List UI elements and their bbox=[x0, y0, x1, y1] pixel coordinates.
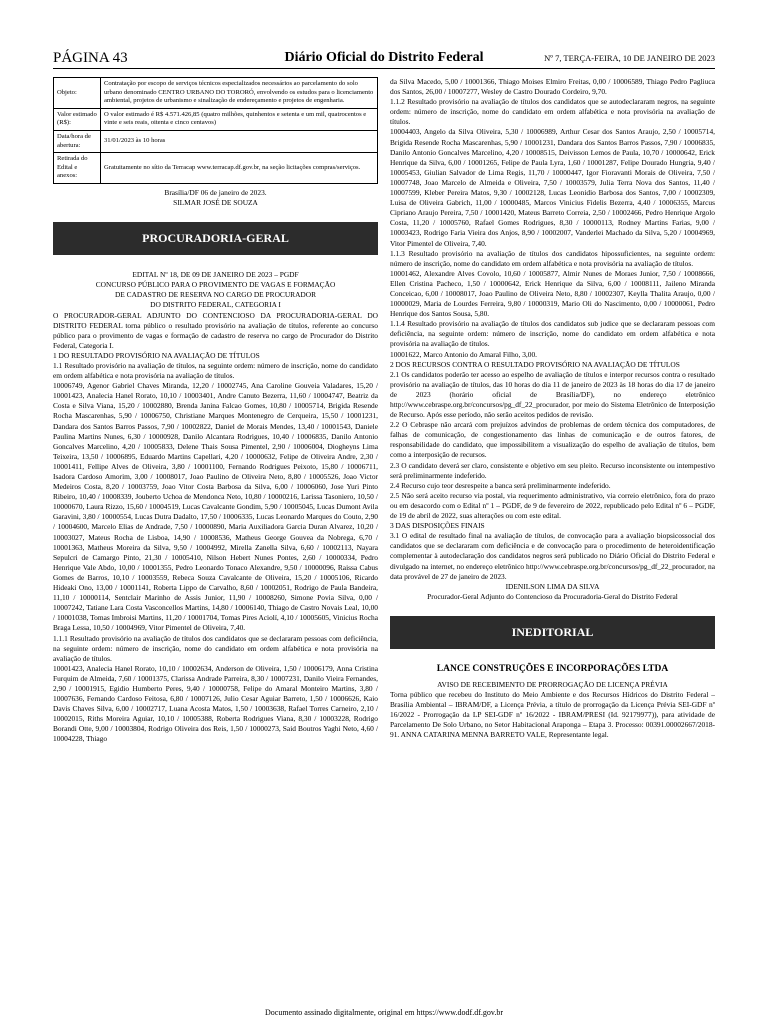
notice-title: AVISO DE RECEBIMENTO DE PRORROGAÇÃO DE LICENÇA PRÉVIA bbox=[437, 679, 668, 689]
edital-title-line: EDITAL Nº 18, DE 09 DE JANEIRO DE 2023 – PGDF bbox=[132, 270, 299, 280]
table-row bbox=[54, 153, 378, 184]
paragraph: 1.1 Resultado provisório na avaliação de títulos, na seguinte ordem: número de inscrição, nome do candidato em ordem alfabética e nota provisória na avaliação de títulos. bbox=[53, 360, 378, 381]
paragraph: 2.4 Recurso cujo teor desrespeite a banca será preliminarmente indeferido. bbox=[390, 480, 611, 490]
paragraph: 2.1 Os candidatos poderão ter acesso ao espelho de avaliação de títulos e interpor recursos contra o resultado provisório na avaliação de títulos, das 10 horas do dia 11 de janeiro de 2023 às 18 horas do dia 17 de janeiro de 2023 (horário oficial de Brasília/DF), no endereço eletrônico http://www.cebraspe.org.br/concursos/pg_df_22_procurador, por meio do Sistema Eletrônico de Interposição de Recurso. Após esse período, não serão aceitos pedidos de revisão. bbox=[390, 369, 715, 420]
paragraph: 2.2 O Cebraspe não arcará com prejuízos advindos de problemas de ordem técnica dos computadores, de falhas de comunicação, de congestionamento das linhas de comunicação e de outros fatores, de responsabilidade do candidato, que impossibilitem a visualização do espelho de avaliação de títulos, bem como a interposição de recursos. bbox=[390, 420, 715, 460]
paragraph: 2.5 Não será aceito recurso via postal, via requerimento administrativo, via correio eletrônico, fora do prazo ou em desacordo com o Edital nº 1 – PGDF, de 9 de fevereiro de 2022, republicado pelo Edital nº 6 – PGDF, de 19 de abril de 2022, suas alterações ou com este edital. bbox=[390, 490, 715, 521]
table-label: Data/hora de abertura: bbox=[54, 130, 101, 152]
paragraph: 1.1.3 Resultado provisório na avaliação de títulos dos candidatos hipossuficientes, na seguinte ordem: número de inscrição, nome do candidato em ordem alfabética e nota provisória na avaliação de títulos. bbox=[390, 248, 715, 268]
edital-title-line: DO DISTRITO FEDERAL, CATEGORIA I bbox=[150, 300, 281, 310]
signatory: SILMAR JOSÉ DE SOUZA bbox=[173, 198, 258, 208]
intro-paragraph: O PROCURADOR-GERAL ADJUNTO DO CONTENCIOSO DA PROCURADORIA-GERAL DO DISTRITO FEDERAL torna público o resultado provisório na avaliação de títulos, referente ao concurso público para o provimento de vagas e formação de cadastro de reserva no cargo de Procurador do Distrito Federal, Categoria I. bbox=[53, 310, 378, 350]
table-value: O valor estimado é R$ 4.571.426,85 (quatro milhões, quinhentos e setenta e um mil, quatrocentos e vinte e seis reais, oitenta e cinco centavos) bbox=[101, 108, 378, 130]
table-label: Objeto: bbox=[54, 78, 101, 109]
result-list: 10001622, Marco Antonio do Amaral Filho, 3,00. bbox=[390, 349, 537, 359]
section-heading: 1 DO RESULTADO PROVISÓRIO NA AVALIAÇÃO DE TÍTULOS bbox=[53, 350, 260, 360]
table-row bbox=[54, 108, 378, 130]
edition-date: Nº 7, TERÇA-FEIRA, 10 DE JANEIRO DE 2023 bbox=[544, 53, 715, 63]
section-banner-ineditorial: INEDITORIAL bbox=[390, 616, 715, 649]
table-label: Retirada do Edital e anexos: bbox=[54, 153, 101, 184]
result-list: 10004403, Angelo da Silva Oliveira, 5,30 / 10006989, Arthur Cesar dos Santos Araujo, 2,50 / 10005714, Brigida Resende Rocha Mascarenhas, 5,90 / 10001231, Dandara dos Santos Barros Passos, 7,90 / 10006835, Danilo Antonio Goncalves Marcelino, 4,20 / 10008515, Deivisson Lemos de Paula, 10,70 / 10000642, Erick Henrique da Silva, 6,00 / 10001265, Felipe de Paula Lyra, 1,60 / 10001287, Felipe Dourado Hungria, 9,40 / 10005453, Giulian Salvador de Lima Regis, 11,70 / 10000447, Igor Fioravanti Morais de Oliveira, 7,50 / 10007748, Joao Marcelo de Almeida e Oliveira, 7,50 / 10003579, Julia Terra Nova dos Santos, 11,40 / 10007599, Kleber Pereira Matos, 9,30 / 10002128, Lucas Leonidio Barbosa dos Santos, 7,00 / 10002309, Luisa de Oliveira Gabrich, 11,00 / 10000485, Marcos Vinicius Fidelis Bezerra, 4,40 / 10006355, Marcus Cipriano Araujo Pereira, 7,50 / 10001420, Mateus Barreto Correia, 2,50 / 10002466, Pedro Henrique Argolo Costa, 11,20 / 10005760, Rafael Gomes Rodrigues, 8,30 / 10000113, Rodney Martins Farias, 9,00 / 10003423, Rodrigo Faria Vieira dos Anjos, 8,90 / 10002007, Vanderlei Machado da Silva, 5,20 / 10004969, Vitor Pimentel de Oliveira, 7,40. bbox=[390, 127, 715, 248]
paragraph: 1.1.1 Resultado provisório na avaliação de títulos dos candidatos que se declararam pessoas com deficiência, na seguinte ordem: número de inscrição, nome do candidato em ordem alfabética e nota provisória na avaliação de títulos. bbox=[53, 633, 378, 663]
company-name: LANCE CONSTRUÇÕES E INCORPORAÇÕES LTDA bbox=[436, 663, 669, 674]
paragraph: 3.1 O edital de resultado final na avaliação de títulos, de convocação para a avaliação biopsicossocial dos candidatos que se declararam com deficiência e de convocação para o procedimento de heteroidentificação complementar à autodeclaração dos candidatos negros será publicado no Diário Oficial do Distrito Federal e divulgado na internet, no endereço eletrônico http://www.cebraspe.org.br/concursos/pg_df_22_procurador, na data provável de 27 de janeiro de 2023. bbox=[390, 531, 715, 581]
table-value: Gratuitamente no sítio da Terracap www.terracap.df.gov.br, na seção licitações compras/serviços. bbox=[101, 153, 378, 184]
paragraph: 1.1.4 Resultado provisório na avaliação de títulos dos candidatos sub judice que se declararam pessoas com deficiência, na seguinte ordem: número de inscrição, nome do candidato em ordem alfabética e nota provisória na avaliação de títulos. bbox=[390, 319, 715, 349]
table-value: Contratação por escopo de serviços técnicos especializados necessários ao parcelamento do solo urbano denominado CENTRO URBANO DO TORORÓ, envolvendo os estudos para o licenciamento ambiental, projetos de urbanismo e sinalização de endereçamento e projetos de engenharia. bbox=[101, 78, 378, 109]
table-label: Valor estimado (R$): bbox=[54, 108, 101, 130]
tender-table bbox=[53, 77, 378, 184]
table-value: 31/01/2023 às 10 horas bbox=[101, 130, 378, 152]
edital-title-line: DE CADASTRO DE RESERVA NO CARGO DE PROCURADOR bbox=[114, 290, 317, 300]
right-column bbox=[390, 77, 715, 741]
paragraph: 2.3 O candidato deverá ser claro, consistente e objetivo em seu pleito. Recurso inconsistente ou intempestivo será preliminarmente indeferido. bbox=[390, 460, 715, 480]
signatory-role: Procurador-Geral Adjunto do Contencioso da Procuradoria-Geral do Distrito Federal bbox=[427, 591, 678, 601]
edital-title-line: CONCURSO PÚBLICO PARA O PROVIMENTO DE VAGAS E FORMAÇÃO bbox=[95, 280, 336, 290]
signatory-name: IDENILSON LIMA DA SILVA bbox=[505, 581, 600, 591]
footer-note: Documento assinado digitalmente, original em https://www.dodf.df.gov.br bbox=[264, 1008, 504, 1017]
section-heading: 3 DAS DISPOSIÇÕES FINAIS bbox=[390, 521, 485, 531]
journal-title: Diário Oficial do Distrito Federal bbox=[284, 50, 484, 65]
left-column bbox=[53, 77, 378, 745]
result-list: 10006749, Agenor Gabriel Chaves Miranda, 12,20 / 10002745, Ana Caroline Gouveia Valadares, 15,20 / 10001423, Analecia Hanel Rorato, 10,10 / 10003401, Andre Canuto Bezerra, 11,60 / 10004747, Beatriz da Costa e Silva Viana, 15,20 / 10002880, Brenda Janina Falcao Gomes, 10,80 / 10005714, Brigida Resende Rocha Mascarenhas, 5,90 / 10006750, Christiane Marques Montenegro de Cerqueira, 15,50 / 10001231, Dandara dos Santos Barros Passos, 7,90 / 10002822, Daniel de Morais Mendes, 13,40 / 10001543, Daniele Paulina Martins Nunes, 6,30 / 10000928, Danilo Alcantara Rodrigues, 10,40 / 10006835, Danilo Antonio Goncalves Marcelino, 4,20 / 10005833, Delene Thais Sousa Pimentel, 2,90 / 10006004, Diogheyns Lima Teixeira, 13,50 / 10006895, Eduardo Martins Capellari, 4,20 / 10000632, Felipe de Oliveira Andre, 2,30 / 10001411, Fellipe Alves de Oliveira, 3,80 / 10001100, Fernando Rodrigues Peixoto, 15,80 / 10006711, Isadora Cardoso Amorim, 3,00 / 10008017, Joao Paulino de Oliveira Neto, 8,80 / 10005526, Joao Victor Medeiros Costa, 8,20 / 10003759, Joao Vitor Costa Barbosa da Silva, 6,00 / 10006060, Jose Yuri Pinto Ribeiro, 10,40 / 10008339, Jouberto Uchoa de Mendonca Neto, 10,80 / 10000216, Larissa Tasoniero, 10,50 / 10000670, Laura Rizzo, 15,60 / 10004519, Lucas Cavalcante Gondim, 5,90 / 10005045, Lucas Dumont Avila Garavini, 3,80 / 10000554, Lucas Dutra Dadalto, 17,50 / 10006335, Lucas Leonardo Marques do Couto, 2,90 / 10004600, Marcelo Elias de Andrade, 7,50 / 10000890, Maria Auxiliadora Garcia Duran Alvarez, 10,20 / 10003027, Mateus Rocha de Lisboa, 14,90 / 10008536, Matheus George Gouvea da Nobrega, 6,70 / 10001363, Matheus Moreira da Silva, 9,50 / 10004992, Mirella Zanella Silva, 6,60 / 10002113, Nayara Sepulcri de Camargo Pinto, 21,30 / 10005410, Nilson Hebert Nunes Pontes, 2,60 / 10000334, Pedro Henrique Vale Abdo, 10,00 / 10001355, Pedro Leonardo Tonaco Alexandre, 9,50 / 10000096, Raissa Cabus Gomes de Barros, 10,10 / 10003559, Rebeca Souza Cavalcante de Oliveira, 15,20 / 10005106, Ricardo Hideaki Ono, 13,00 / 10001141, Roberta Lippo de Carvalho, 8,60 / 10002051, Rodrigo de Paula Bandeira, 11,10 / 10000114, Sentclair Marinho de Assis Junior, 11,90 / 10008260, Simone Povia Silva, 0,00 / 10007242, Tatiane Lara Costa Vasconcellos Martins, 14,80 / 10006140, Thiago de Castro Novais Leal, 10,00 / 10001038, Tomas Imbroisi Martins, 11,20 / 10001704, Tomas Pires Aciolí, 4,10 / 10005605, Vinicius Rocha Braga Lessa, 10,50 / 10004969, Vitor Pimentel de Oliveira, 7,40. bbox=[53, 381, 378, 633]
place-date: Brasília/DF 06 de janeiro de 2023. bbox=[164, 187, 267, 197]
page-number: PÁGINA 43 bbox=[53, 50, 128, 66]
notice-text: Torna público que recebeu do Instituto do Meio Ambiente e dos Recursos Hídricos do Distrito Federal – Brasília Ambiental – IBRAM/DF, a Licença Prévia, a título de prorrogação da Licença Prévia SEI-GDF nº 16/2022 - Prorrogação da LP SEI-GDF nº 16/2022 - IBRAM/PRESI (Id. 92179977)), para atividade de Parcelamento De Solo Urbano, no Setor Habitacional Araponga – Etapa 3. Processo: 00391.00002667/2018-91. ANNA CATARINA MENNA BARRETO VALE, Representante legal. bbox=[390, 690, 715, 740]
table-row bbox=[54, 78, 378, 109]
result-list: 10001462, Alexandre Alves Covolo, 10,60 / 10005877, Almir Nunes de Moraes Junior, 7,50 / 10008666, Ellen Cristina Pacheco, 1,50 / 10000642, Erick Henrique da Silva, 6,00 / 10008111, Jaileno Miranda Conceicao, 6,00 / 10008017, Joao Paulino de Oliveira Neto, 8,80 / 10002307, Keylla Thalita Araujo, 0,00 / 10000029, Maria de Lourdes Ferreira, 9,80 / 10000319, Mario Oli do Nascimento, 0,00 / 10000061, Pedro Henrique dos Santos Sousa, 5,80. bbox=[390, 268, 715, 319]
paragraph: 1.1.2 Resultado provisório na avaliação de títulos dos candidatos que se autodeclararam negros, na seguinte ordem: número de inscrição, nome do candidato em ordem alfabética e nota provisória na avaliação de títulos. bbox=[390, 97, 715, 127]
result-list: 10001423, Analecia Hanel Rorato, 10,10 / 10002634, Anderson de Oliveira, 1,50 / 10006179, Anna Cristina Furquim de Almeida, 7,60 / 10001375, Clarissa Andrade Parreira, 8,30 / 10007231, Danilo Vieira Fernandes, 2,90 / 10001915, Egidio Humberto Peres, 9,40 / 10000758, Felipe do Amaral Monteiro Martins, 3,80 / 10007636, Fernando Cardoso Feitosa, 6,80 / 10007126, Julio Cesar Aguiar Barreto, 1,50 / 10006626, Kaio Davis Chaves Silva, 6,00 / 10002717, Luana Acosta Matos, 1,50 / 10003638, Rafael Torres Carneiro, 2,10 / 10002015, Riths Moreira Aguiar, 10,10 / 10005388, Roberta Rodrigues Viana, 8,30 / 10003228, Rodrigo Borandi Otte, 9,00 / 10003804, Rodrigo Oliveira dos Reis, 1,50 / 10000273, Said Boutros Yaghi Neto, 4,60 / 10004228, Thiago bbox=[53, 663, 378, 744]
section-heading: 2 DOS RECURSOS CONTRA O RESULTADO PROVISÓRIO NA AVALIAÇÃO DE TÍTULOS bbox=[390, 359, 680, 369]
table-row bbox=[54, 130, 378, 152]
section-banner-procuradoria: PROCURADORIA-GERAL bbox=[53, 222, 378, 255]
result-list: da Silva Macedo, 5,00 / 10001366, Thiago Moises Elmiro Freitas, 0,00 / 10006589, Thiago Pedro Pagliuca dos Santos, 26,00 / 10007277, Wesley de Castro Dourado Cordeiro, 9,70. bbox=[390, 77, 715, 97]
page-header bbox=[53, 48, 715, 69]
